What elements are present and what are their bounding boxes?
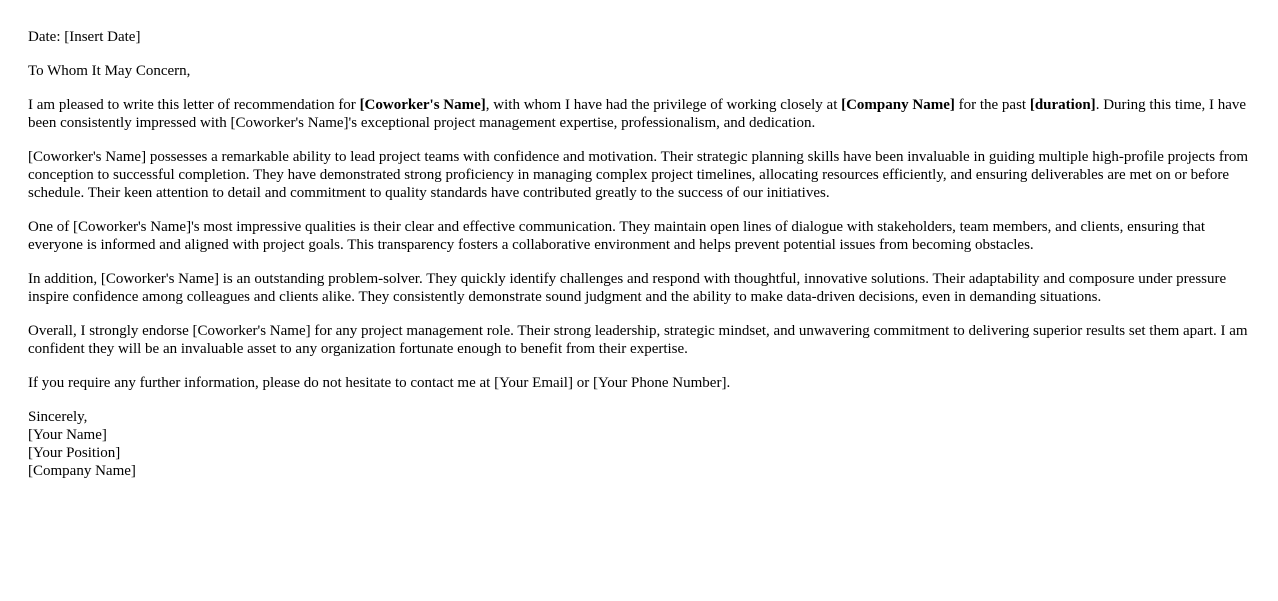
signer-position: [Your Position] — [28, 445, 121, 461]
intro-text-2: , with whom I have had the privilege of working closely at — [485, 97, 842, 113]
intro-text-1: I am pleased to write this letter of recommendation for — [28, 97, 360, 113]
coworker-name-placeholder: [Coworker's Name] — [359, 97, 486, 113]
company-name-placeholder: [Company Name] — [841, 97, 955, 113]
leadership-paragraph: [Coworker's Name] possesses a remarkable ability to lead project teams with confidence and motivation. Their strategic planning skills have been invaluable in guiding multiple high-profile projects from conception to successful completion. They have demonstrated strong proficiency in managing complex project timelines, allocating resources efficiently, and ensuring deliverables are met on or before schedule. Their keen attention to detail and commitment to quality standards have contributed greatly to the success of our initiatives. — [28, 149, 1249, 201]
intro-paragraph — [28, 96, 1252, 132]
contact-paragraph: If you require any further information, please do not hesitate to contact me at [Your Email] or [Your Phone Number]. — [28, 375, 731, 391]
date-line: Date: [Insert Date] — [28, 29, 141, 45]
intro-text-4: . During this time, I have been consistently impressed with [Coworker's Name]'s exceptional project management expertise, professionalism, and dedication. — [28, 97, 1247, 131]
signature-block — [28, 408, 1252, 480]
sign-off: Sincerely, — [28, 409, 88, 425]
salutation: To Whom It May Concern, — [28, 63, 191, 79]
duration-placeholder: [duration] — [1029, 97, 1096, 113]
recommendation-letter — [28, 28, 1252, 496]
signer-company: [Company Name] — [28, 463, 136, 479]
endorsement-paragraph: Overall, I strongly endorse [Coworker's Name] for any project management role. Their strong leadership, strategic mindset, and unwavering commitment to delivering superior results set them apart. I am confident they will be an invaluable asset to any organization fortunate enough to benefit from their expertise. — [28, 323, 1248, 357]
communication-paragraph: One of [Coworker's Name]'s most impressive qualities is their clear and effective communication. They maintain open lines of dialogue with stakeholders, team members, and clients, ensuring that everyone is informed and aligned with project goals. This transparency fosters a collaborative environment and helps prevent potential issues from becoming obstacles. — [28, 219, 1206, 253]
signer-name: [Your Name] — [28, 427, 107, 443]
problem-solving-paragraph: In addition, [Coworker's Name] is an outstanding problem-solver. They quickly identify challenges and respond with thoughtful, innovative solutions. Their adaptability and composure under pressure inspire confidence among colleagues and clients alike. They consistently demonstrate sound judgment and the ability to make data-driven decisions, even in demanding situations. — [28, 271, 1227, 305]
intro-text-3: for the past — [954, 97, 1030, 113]
